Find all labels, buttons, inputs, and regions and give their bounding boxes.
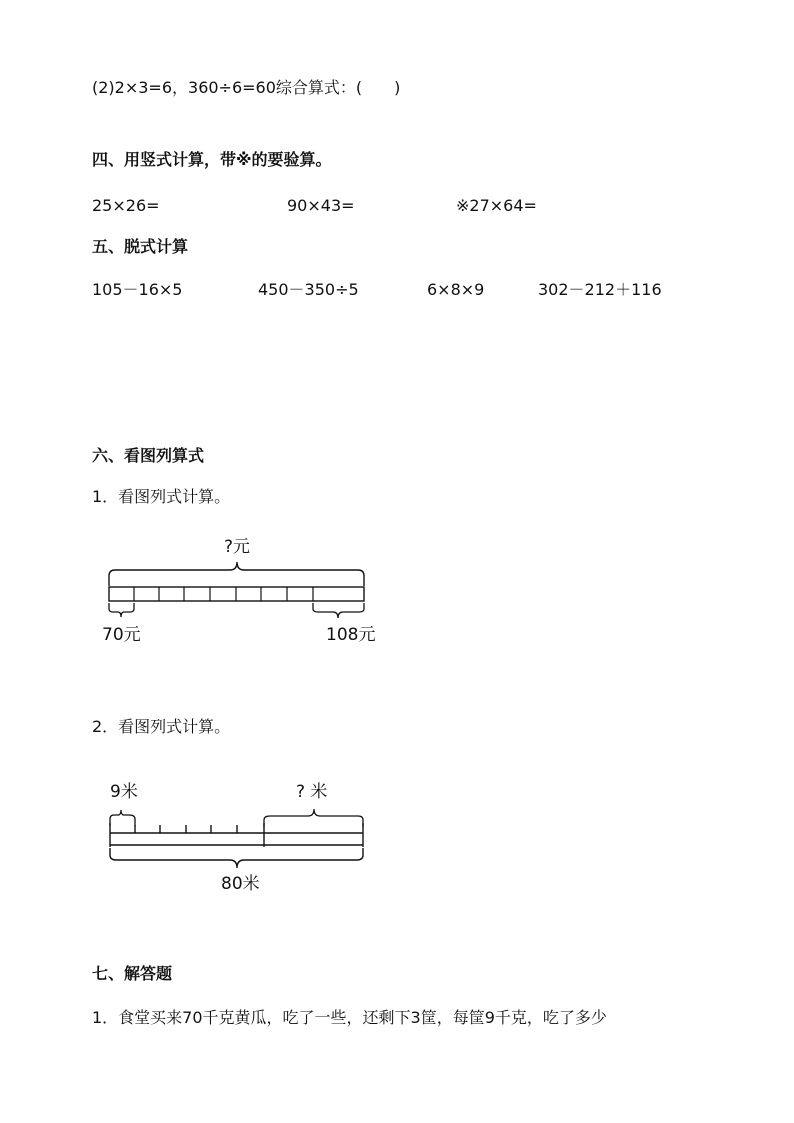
section5-problem-2: 450－350÷5 bbox=[258, 280, 359, 299]
section6-q2-label: 2．看图列式计算。 bbox=[92, 717, 231, 736]
section6-title: 六、看图列算式 bbox=[92, 446, 205, 465]
diagram2-unit-label: 9米 bbox=[110, 782, 138, 802]
diagram2-unknown-label: ? 米 bbox=[296, 782, 328, 802]
diagram1-dividers bbox=[134, 587, 313, 601]
diagram1-total-brace bbox=[109, 562, 364, 586]
diagram2-unknown-brace bbox=[264, 809, 363, 827]
diagram2-total-label: 80米 bbox=[221, 874, 260, 894]
diagram1-left-label: 70元 bbox=[102, 625, 141, 645]
section3-item2: (2)2×3=6，360÷6=60综合算式：( ) bbox=[92, 78, 401, 97]
section7-title: 七、解答题 bbox=[92, 964, 173, 983]
diagram-1 bbox=[100, 530, 400, 650]
section5-problem-1: 105－16×5 bbox=[92, 280, 183, 299]
section7-q1: 1．食堂买来70千克黄瓜，吃了一些，还剩下3筐，每筐9千克，吃了多少 bbox=[92, 1008, 607, 1027]
section5-problem-3: 6×8×9 bbox=[427, 280, 485, 299]
diagram1-right-label: 108元 bbox=[326, 625, 376, 645]
section4-problem-1: 25×26= bbox=[92, 196, 160, 215]
diagram2-line bbox=[110, 823, 363, 847]
section4-title: 四、用竖式计算，带※的要验算。 bbox=[92, 150, 332, 169]
diagram2-total-brace bbox=[110, 848, 363, 868]
section4-problem-3: ※27×64= bbox=[456, 196, 537, 215]
diagram1-total-label: ?元 bbox=[224, 537, 251, 557]
diagram-2 bbox=[100, 775, 400, 905]
diagram1-right-brace bbox=[313, 603, 364, 618]
section5-title: 五、脱式计算 bbox=[92, 237, 189, 256]
diagram2-unit-brace bbox=[110, 810, 135, 826]
section6-q1-label: 1．看图列式计算。 bbox=[92, 487, 231, 506]
diagram1-left-brace bbox=[109, 603, 134, 617]
section4-problem-2: 90×43= bbox=[287, 196, 355, 215]
section5-problem-4: 302－212＋116 bbox=[538, 280, 662, 299]
